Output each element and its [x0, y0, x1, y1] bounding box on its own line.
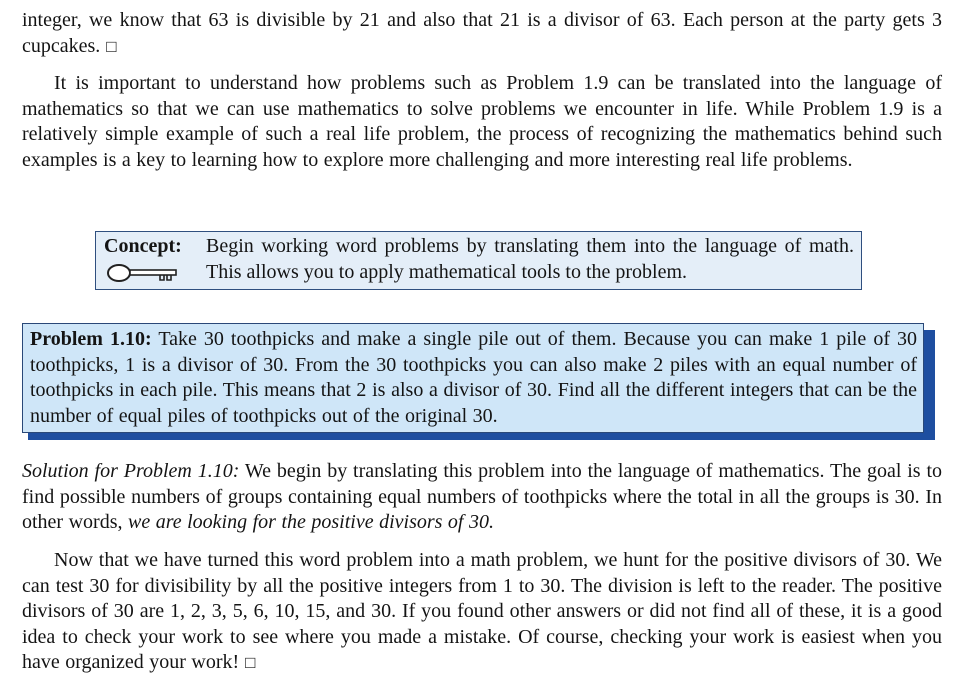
- solution-text: We begin by translating this problem into the language of mathematics. The goal is to find possible numbers of groups containing equal numbers of toothpicks where the total in all the groups is 30. In other words,: [22, 460, 942, 533]
- solution-emphasis: we are looking for the positive divisors of 30.: [127, 511, 494, 533]
- problem-label: Problem 1.10:: [30, 328, 152, 350]
- intro-paragraph: [22, 8, 942, 59]
- conclusion-text: Now that we have turned this word problem into a math problem, we hunt for the positive divisors of 30. We can test 30 for divisibility by all the positive integers from 1 to 30. The division is left to the reader. The positive divisors of 30 are 1, 2, 3, 5, 6, 10, 15, and 30. If you found other answers or did not find all of these, it is a good idea to check your work to see where you made a mistake. Of course, checking your work is easiest when you have organized your work!: [22, 549, 942, 673]
- intro-paragraph-text: integer, we know that 63 is divisible by 21 and also that 21 is a divisor of 63. Each person at the party gets 3 cupcakes.: [22, 9, 942, 57]
- concept-text: Begin working word problems by translating them into the language of math. This allows you to apply mathematical tools to the problem.: [206, 235, 854, 283]
- concept-box: [95, 231, 862, 290]
- key-icon: [106, 263, 180, 283]
- qed-symbol: □: [245, 653, 256, 672]
- problem-box: [22, 323, 924, 433]
- solution-paragraph: [22, 459, 942, 536]
- problem-paragraph: [30, 327, 917, 429]
- qed-symbol: □: [106, 36, 117, 56]
- conclusion-paragraph: [22, 548, 942, 676]
- problem-text: Take 30 toothpicks and make a single pile out of them. Because you can make 1 pile of 30 toothpicks, 1 is a divisor of 30. From the 30 toothpicks you can also make 2 piles with an equal number of toothpicks in each pile. This means that 2 is also a divisor of 30. Find all the different integers that can be the number of equal piles of toothpicks out of the original 30.: [30, 328, 918, 427]
- concept-label: Concept:: [104, 235, 182, 257]
- solution-label: Solution for Problem 1.10:: [22, 460, 240, 482]
- translation-paragraph: It is important to understand how problems such as Problem 1.9 can be translated into the language of mathematics so that we can use mathematics to solve problems we encounter in life. While Problem 1.9 is a relatively simple example of such a real life problem, the process of recognizing the mathematics behind such examples is a key to learning how to explore more challenging and more interesting real life problems.: [22, 72, 942, 171]
